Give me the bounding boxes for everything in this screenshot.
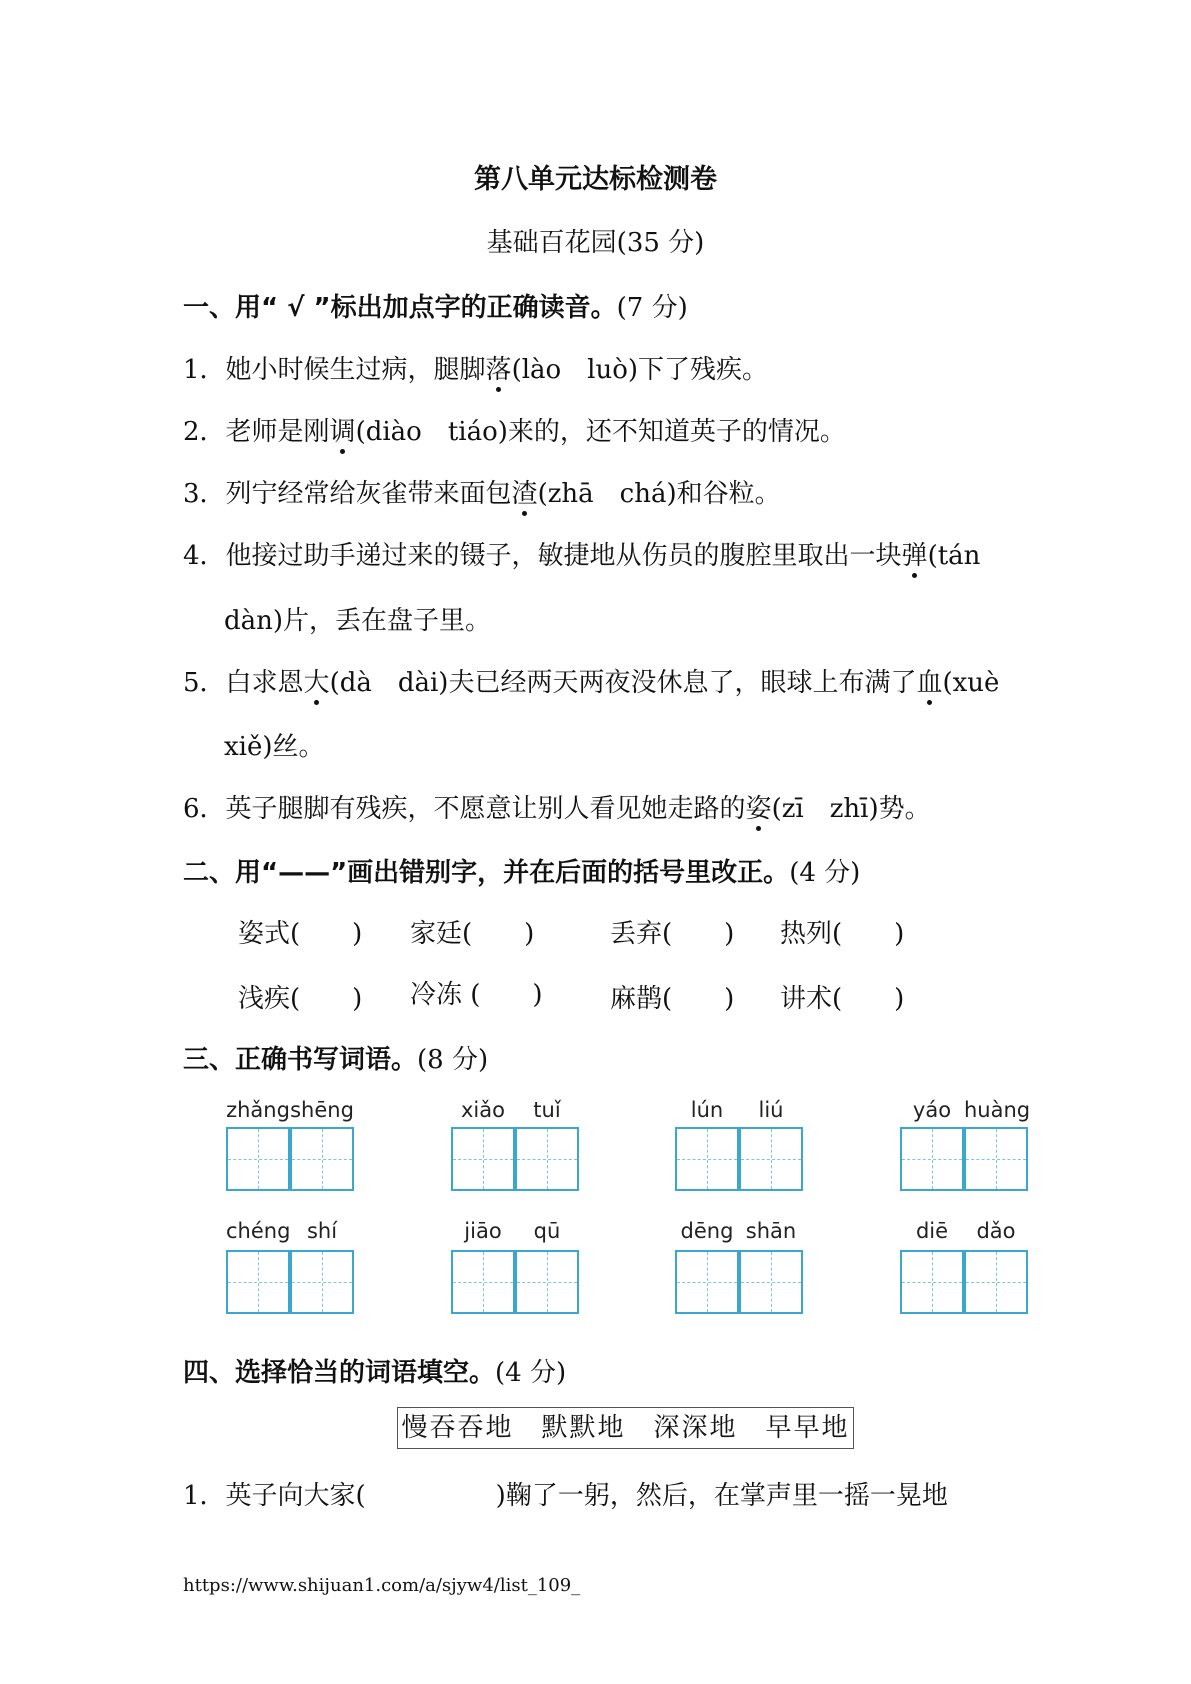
question-5	[183, 662, 999, 699]
writing-cell[interactable]	[451, 1250, 515, 1314]
writing-cell[interactable]	[964, 1127, 1028, 1191]
pinyin-syllable: yáo	[912, 1098, 952, 1122]
q6-options: (zī zhī)势。	[771, 794, 931, 824]
section1-points: (7 分)	[616, 293, 688, 323]
section2-heading-text: 二、用“——”画出错别字，并在后面的括号里改正。	[183, 858, 790, 888]
question-5-continued: xiě)丝。	[224, 732, 325, 762]
question-2	[183, 411, 846, 448]
q1-options: (lào luò)下了残疾。	[511, 355, 769, 385]
writing-cell[interactable]	[900, 1250, 964, 1314]
writing-cell[interactable]	[739, 1127, 803, 1191]
page-title: 第八单元达标检测卷	[474, 164, 717, 195]
question-6	[183, 788, 931, 825]
writing-cell[interactable]	[675, 1250, 739, 1314]
pinyin-syllable: shēng	[290, 1098, 354, 1122]
pinyin-syllable: liú	[758, 1098, 784, 1122]
q5-options: (xuè	[942, 668, 1000, 698]
wrong-word-item: 讲术( )	[780, 984, 905, 1014]
writing-cell[interactable]	[675, 1127, 739, 1191]
pinyin-syllable: diē	[915, 1219, 949, 1243]
word-bank-box: 慢吞吞地 默默地 深深地 早早地	[397, 1407, 854, 1449]
pinyin-syllable: tuǐ	[533, 1098, 561, 1122]
q6-dotted-char: 姿	[746, 788, 772, 825]
q4-options: (tán	[927, 541, 981, 571]
pinyin-syllable: dēng	[680, 1219, 734, 1243]
q1-dotted-char: 落	[486, 349, 512, 386]
writing-cell[interactable]	[226, 1250, 290, 1314]
writing-cell[interactable]	[515, 1250, 579, 1314]
section4-question-1: 1．英子向大家( )鞠了一躬，然后，在掌声里一摇一晃地	[183, 1481, 948, 1511]
writing-cell[interactable]	[900, 1127, 964, 1191]
q3-dotted-char: 渣	[512, 473, 538, 510]
writing-cell[interactable]	[739, 1250, 803, 1314]
wrong-word-item: 姿式( )	[238, 919, 363, 949]
page-subtitle: 基础百花园(35 分)	[486, 228, 705, 258]
writing-cell[interactable]	[290, 1127, 354, 1191]
section4-heading-text: 四、选择恰当的词语填空。	[183, 1358, 496, 1388]
q3-text: 3．列宁经常给灰雀带来面包	[183, 479, 512, 509]
pinyin-syllable: jiāo	[464, 1219, 502, 1243]
pinyin-syllable: lún	[690, 1098, 724, 1122]
q4-text: 4．他接过助手递过来的镊子，敏捷地从伤员的腹腔里取出一块	[183, 541, 902, 571]
pinyin-syllable: huàng	[964, 1098, 1031, 1122]
q2-dotted-char: 调	[330, 411, 356, 448]
q2-options: (diào tiáo)来的，还不知道英子的情况。	[355, 417, 846, 447]
question-3	[183, 473, 781, 510]
q5-dotted-char-1: 大	[304, 662, 330, 699]
section3-points: (8 分)	[417, 1045, 489, 1075]
section4-heading	[183, 1352, 566, 1389]
section3-heading-text: 三、正确书写词语。	[183, 1045, 418, 1075]
pinyin-syllable: shí	[306, 1219, 338, 1243]
section2-heading	[183, 852, 860, 889]
pinyin-syllable: dǎo	[976, 1219, 1016, 1243]
q6-text: 6．英子腿脚有残疾，不愿意让别人看见她走路的	[183, 794, 746, 824]
section1-heading	[183, 287, 688, 324]
pinyin-syllable: chéng	[226, 1219, 291, 1243]
q5-text: 5．白求恩	[183, 668, 304, 698]
question-4-continued: dàn)片，丢在盘子里。	[224, 606, 492, 636]
q5-middle-text: (dà dài)夫已经两天两夜没休息了，眼球上布满了	[329, 668, 917, 698]
writing-cell[interactable]	[451, 1127, 515, 1191]
pinyin-syllable: xiǎo	[461, 1098, 505, 1122]
section1-heading-text: 一、用“ √ ”标出加点字的正确读音。	[183, 293, 617, 323]
section2-points: (4 分)	[789, 858, 861, 888]
wrong-word-item: 家廷( )	[410, 919, 535, 949]
q4-dotted-char: 弹	[902, 535, 928, 572]
question-4	[183, 535, 980, 572]
pinyin-syllable: shān	[745, 1219, 797, 1243]
q1-text: 1．她小时候生过病，腿脚	[183, 355, 486, 385]
writing-cell[interactable]	[226, 1127, 290, 1191]
wrong-word-item: 冷冻 ( )	[410, 980, 543, 1010]
wrong-word-item: 丢弃( )	[610, 919, 735, 949]
pinyin-syllable: qū	[533, 1219, 561, 1243]
wrong-word-item: 热列( )	[780, 919, 905, 949]
pinyin-syllable: zhǎng	[226, 1098, 290, 1122]
q3-options: (zhā chá)和谷粒。	[537, 479, 781, 509]
footer-url: https://www.shijuan1.com/a/sjyw4/list_109_	[183, 1575, 581, 1596]
writing-cell[interactable]	[515, 1127, 579, 1191]
section3-heading	[183, 1039, 488, 1076]
q5-dotted-char-2: 血	[916, 662, 942, 699]
section4-points: (4 分)	[495, 1358, 567, 1388]
writing-cell[interactable]	[290, 1250, 354, 1314]
question-1	[183, 349, 768, 386]
q2-text: 2．老师是刚	[183, 417, 330, 447]
wrong-word-item: 浅疾( )	[238, 984, 363, 1014]
wrong-word-item: 麻鹊( )	[610, 984, 735, 1014]
writing-cell[interactable]	[964, 1250, 1028, 1314]
